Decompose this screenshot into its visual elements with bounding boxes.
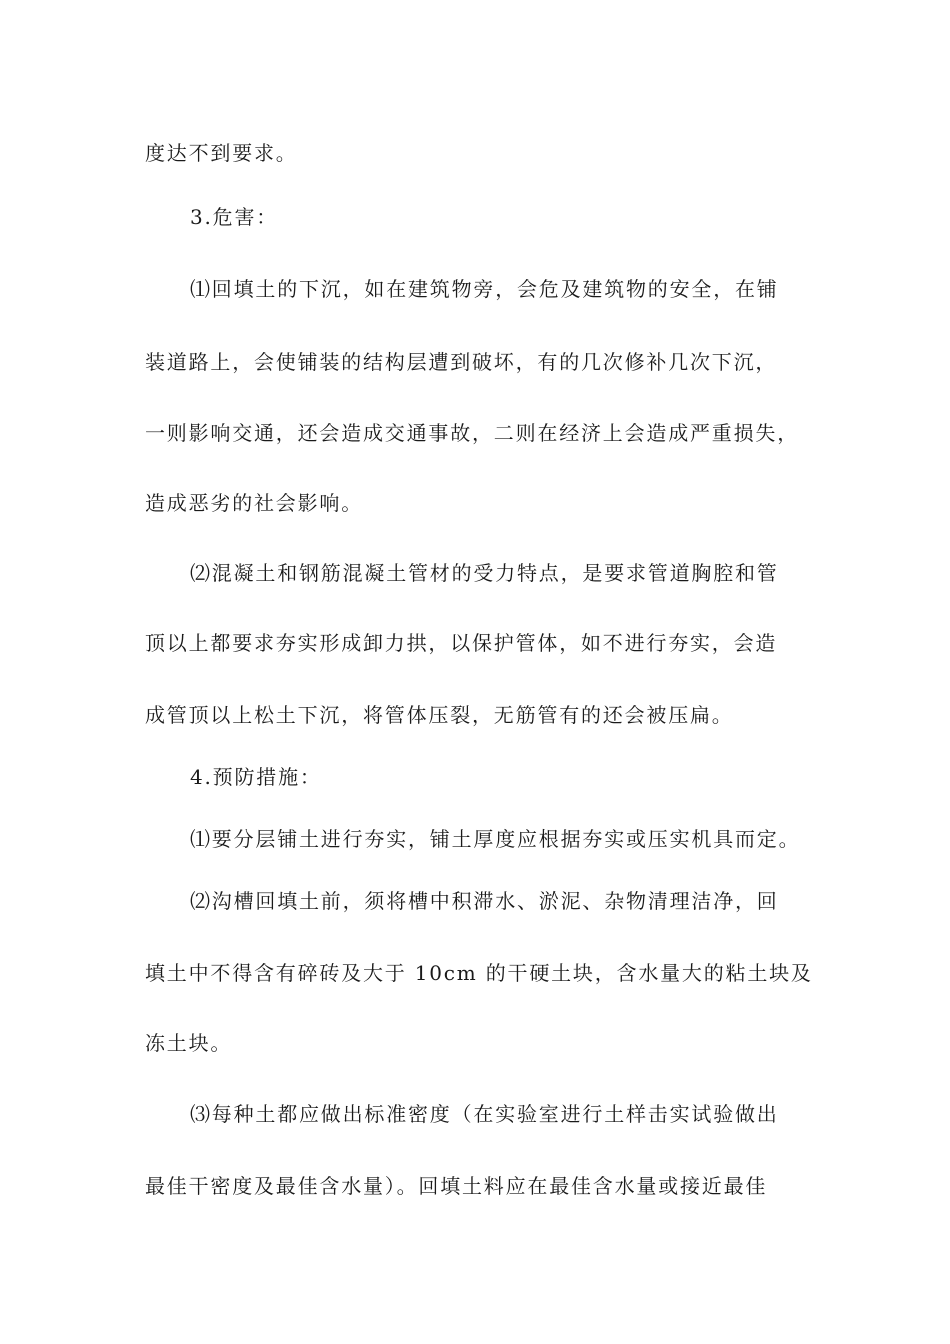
text-line: 填土中不得含有碎砖及大于 10cm 的干硬土块，含水量大的粘土块及 [145, 961, 813, 985]
text-line: ⑴要分层铺土进行夯实，铺土厚度应根据夯实或压实机具而定。 [190, 827, 801, 851]
text-line: 度达不到要求。 [145, 141, 298, 165]
text-line: ⑵沟槽回填土前，须将槽中积滞水、淤泥、杂物清理洁净，回 [190, 889, 779, 913]
text-line: 装道路上，会使铺装的结构层遭到破坏，有的几次修补几次下沉， [145, 350, 778, 374]
text-line: ⑶每种土都应做出标准密度（在实验室进行土样击实试验做出 [190, 1102, 779, 1126]
text-line: ⑴回填土的下沉，如在建筑物旁，会危及建筑物的安全，在铺 [190, 277, 779, 301]
text-line: 造成恶劣的社会影响。 [145, 491, 363, 515]
text-line: 成管顶以上松土下沉，将管体压裂，无筋管有的还会被压扁。 [145, 703, 734, 727]
section-heading: 4.预防措施： [190, 765, 322, 789]
text-line: ⑵混凝土和钢筋混凝土管材的受力特点，是要求管道胸腔和管 [190, 561, 779, 585]
text-line: 一则影响交通，还会造成交通事故，二则在经济上会造成严重损失， [145, 421, 799, 445]
text-line: 冻土块。 [145, 1031, 233, 1055]
text-line: 顶以上都要求夯实形成卸力拱，以保护管体，如不进行夯实，会造 [145, 631, 778, 655]
text-line: 最佳干密度及最佳含水量）。回填土料应在最佳含水量或接近最佳 [145, 1174, 768, 1198]
section-heading: 3.危害： [190, 205, 279, 229]
